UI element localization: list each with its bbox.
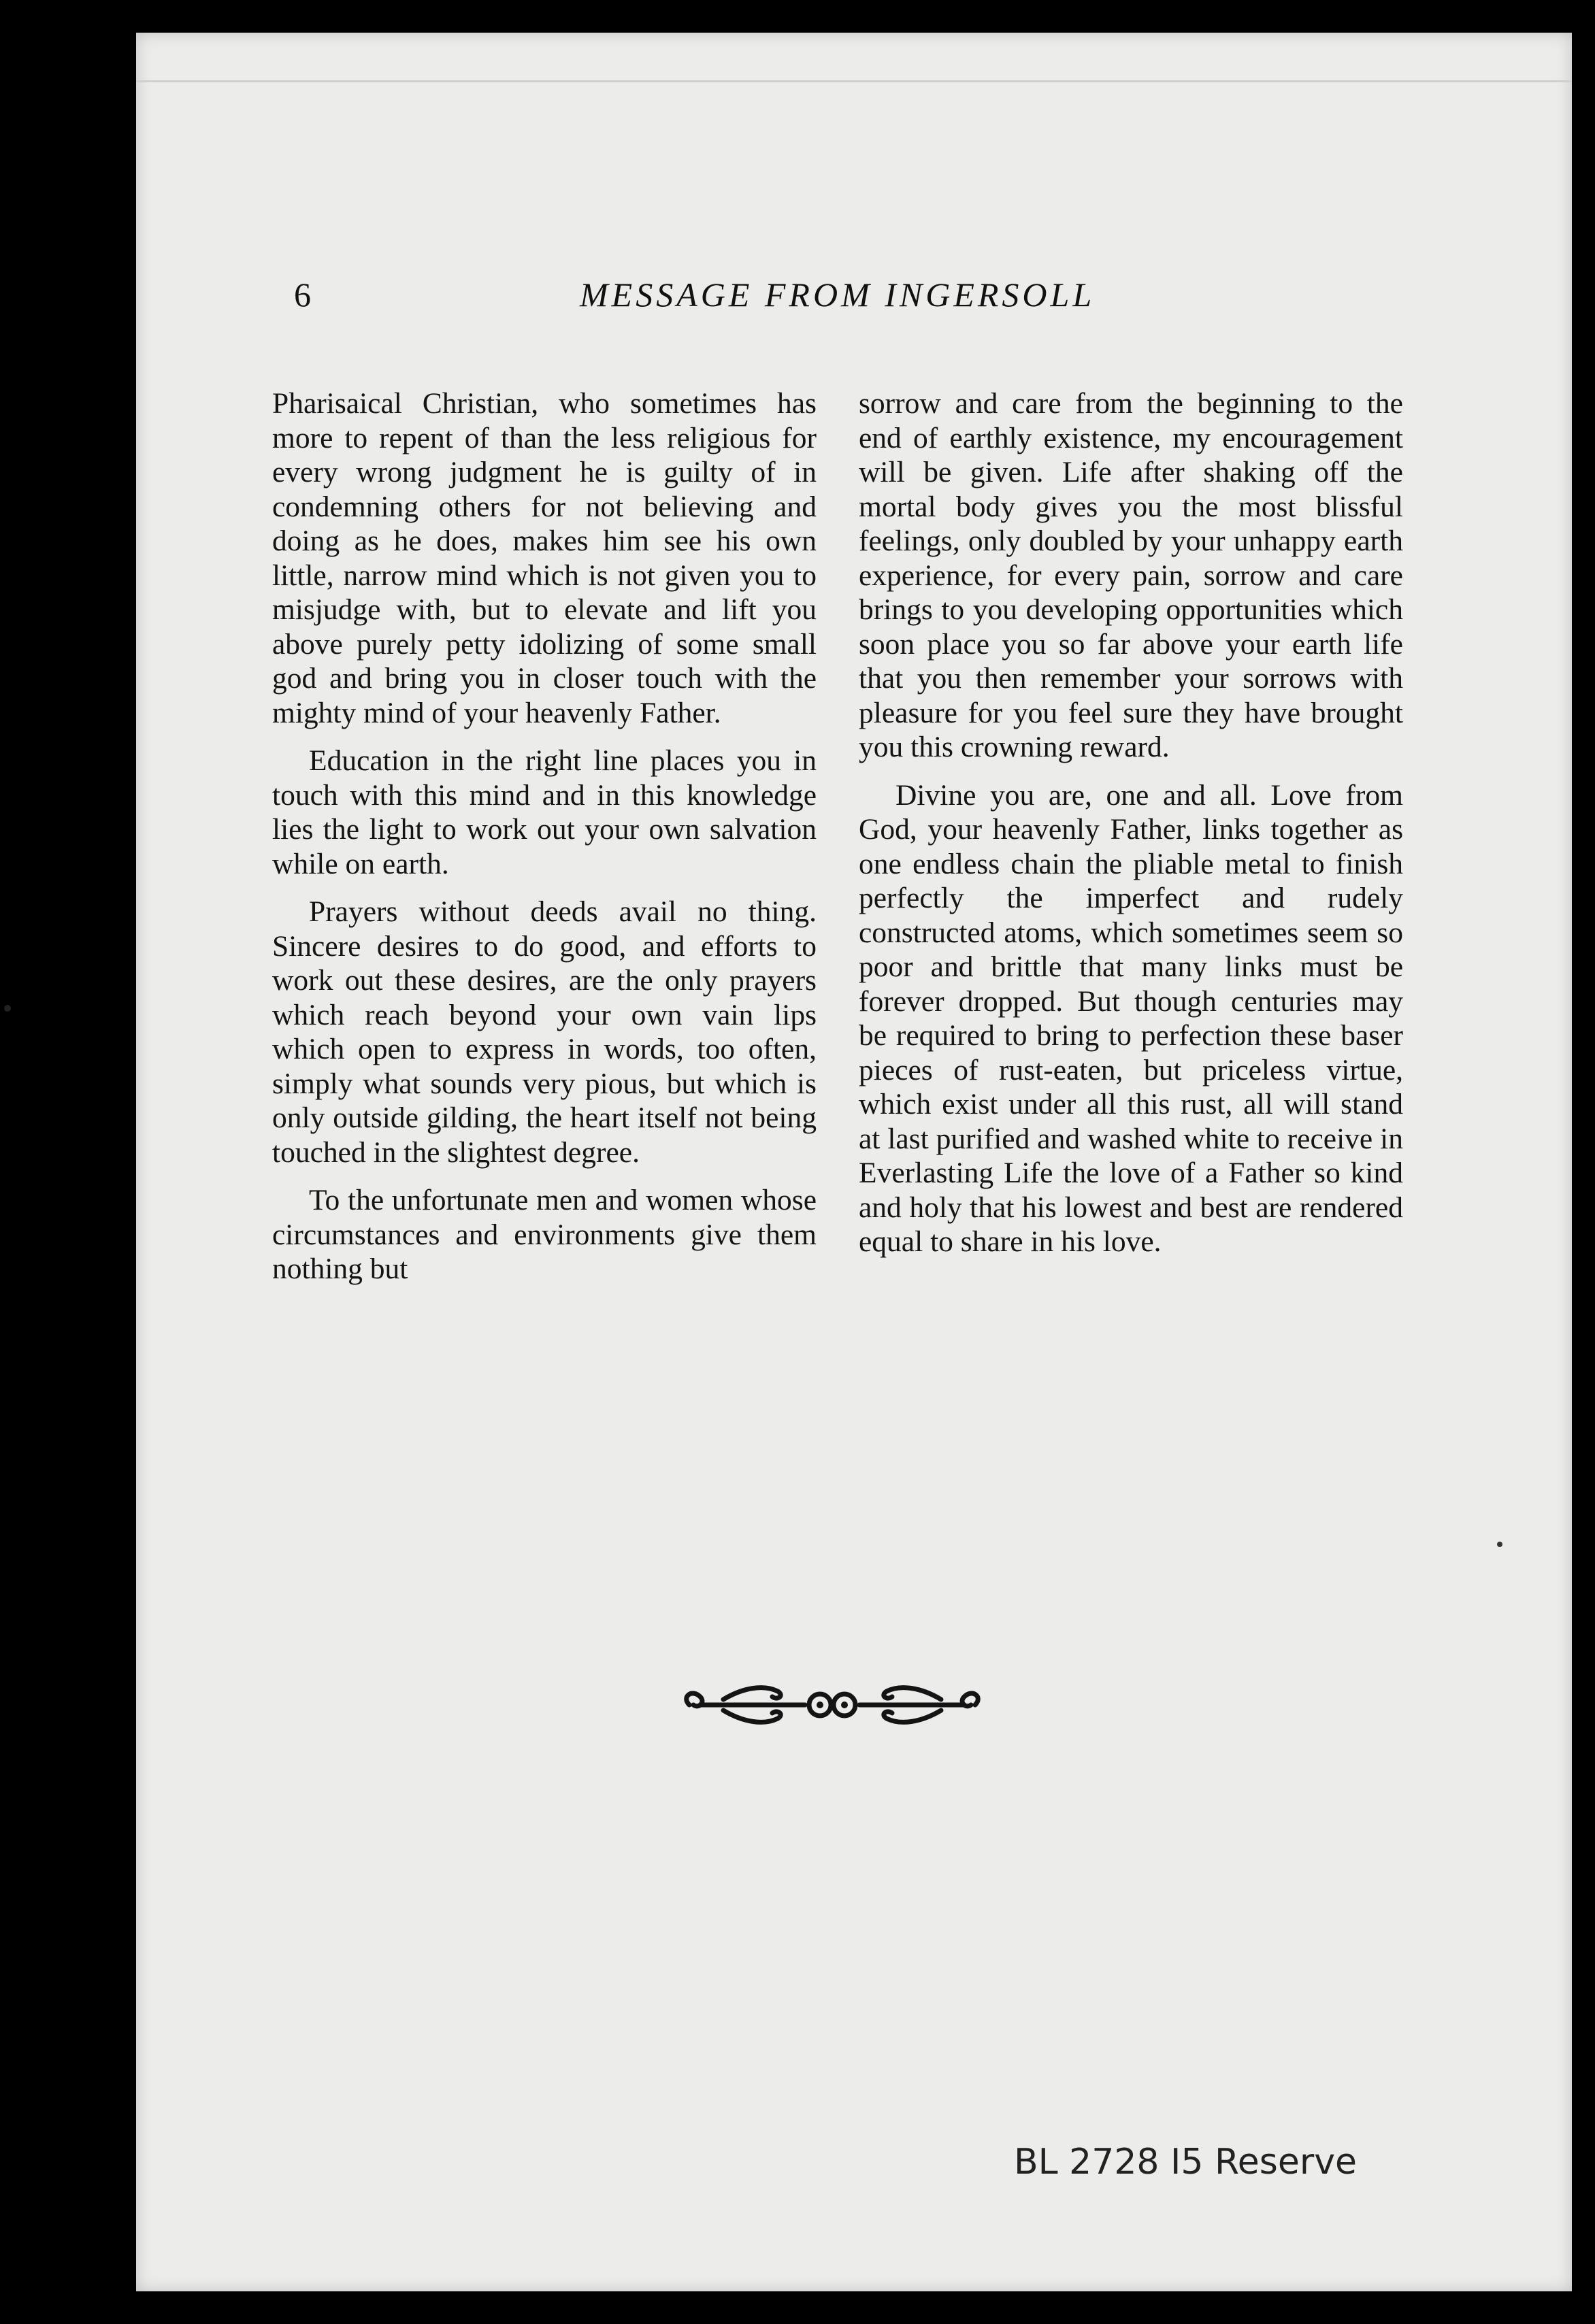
book-page xyxy=(136,33,1572,2291)
paragraph: Prayers without deeds avail no thing. Sincere desires to do good, and efforts to work out these desires, are the only prayers which reach beyond your own vain lips which open to express in words, too often, simply what sounds very pious, but which is only outside gilding, the heart itself not being touched in the slightest degree. xyxy=(272,895,817,1169)
paragraph: Education in the right line places you in touch with this mind and in this knowledge lies the light to work out your own salvation while on earth. xyxy=(272,744,817,880)
paragraph: To the unfortunate men and women whose circumstances and environments give them nothing but xyxy=(272,1184,817,1285)
library-call-number: BL 2728 I5 Reserve xyxy=(1014,2142,1358,2182)
paragraph: sorrow and care from the beginning to the end of earthly existence, my encouragement will be given. Life after shaking off the mortal body gives you the most blissful feelings, only doubled by your unhappy earth experience, for every pain, sorrow and care brings to you developing opportunities which soon place you so far above your earth life that you then remember your sorrows with pleasure for you feel sure they have brought you this crowning reward. xyxy=(859,387,1403,763)
running-title: MESSAGE FROM INGERSOLL xyxy=(580,276,1096,314)
running-head xyxy=(294,275,1274,322)
paragraph: Pharisaical Christian, who sometimes has more to repent of than the less religious for every wrong judgment he is guilty of in condemning others for not believing and doing as he does, makes him see his own little, narrow mind which is not given you to misjudge with, but to elevate and lift you above purely petty idolizing of some small god and bring you in closer touch with the mighty mind of your heavenly Father. xyxy=(272,387,817,729)
right-text-column xyxy=(859,386,1403,1273)
scan-speck xyxy=(4,1005,11,1012)
scan-speck xyxy=(1497,1542,1502,1547)
page-number: 6 xyxy=(294,276,311,314)
decorative-scroll-ornament xyxy=(676,1664,989,1746)
paragraph: Divine you are, one and all. Love from God, your heavenly Father, links together as one endless chain the pliable metal to finish perfectly the imperfect and rudely constructed atoms, which sometimes seem so poor and brittle that many links must be forever dropped. But though centuries may be required to bring to perfection these baser pieces of rust-eaten, but priceless virtue, which exist under all this rust, all will stand at last purified and washed white to receive in Everlasting Life the love of a Father so kind and holy that his lowest and best are rendered equal to share in his love. xyxy=(859,778,1403,1258)
left-text-column xyxy=(272,386,817,1300)
